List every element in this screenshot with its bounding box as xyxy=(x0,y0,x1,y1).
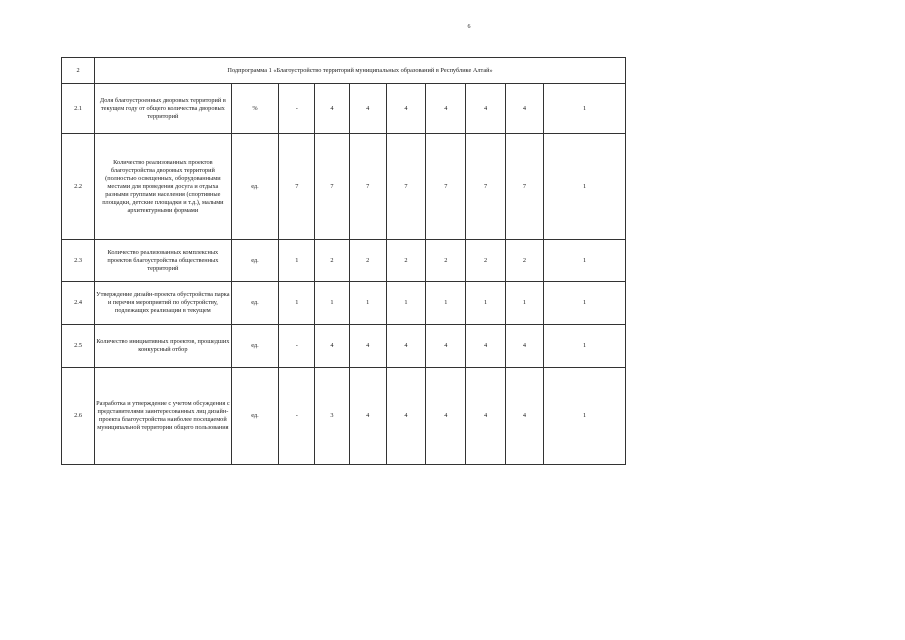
unit-cell: ед. xyxy=(231,240,279,282)
page-number: 6 xyxy=(467,24,471,30)
value-cell: 4 xyxy=(386,84,425,134)
value-cell: 4 xyxy=(505,368,543,465)
value-cell: 4 xyxy=(426,325,466,368)
row-number: 2.6 xyxy=(62,368,95,465)
last-value-cell: 1 xyxy=(544,240,626,282)
value-cell: 1 xyxy=(505,282,543,325)
table-row xyxy=(62,240,626,282)
indicator-name-text: Количество реализованных комплексных проектов благоустройства общественных территорий xyxy=(107,248,219,272)
value-cell: 2 xyxy=(505,240,543,282)
value-cell: 4 xyxy=(426,368,466,465)
last-value-cell: 1 xyxy=(544,325,626,368)
unit-cell: ед. xyxy=(231,368,279,465)
value-cell: 4 xyxy=(386,325,425,368)
value-cell: 7 xyxy=(466,134,505,240)
value-cell: 4 xyxy=(505,84,543,134)
value-cell: 1 xyxy=(466,282,505,325)
value-cell: 4 xyxy=(315,325,349,368)
value-cell: 7 xyxy=(386,134,425,240)
indicator-name: Количество реализованных проектов благоустройства дворовых территорий (полностью освещенных, оборудованными местами для проведения досуга и отдыха разными группами населения (спортивные площадки, детские площадки и т.д.), малыми архитектурными формами xyxy=(95,134,232,240)
unit-cell: ед. xyxy=(231,325,279,368)
value-cell: 4 xyxy=(505,325,543,368)
indicators-table xyxy=(61,57,626,465)
value-cell: 4 xyxy=(349,84,386,134)
value-cell: 1 xyxy=(349,282,386,325)
table-row xyxy=(62,368,626,465)
section-header-row xyxy=(62,58,626,84)
value-cell: 1 xyxy=(426,282,466,325)
unit-cell: % xyxy=(231,84,279,134)
value-cell: 4 xyxy=(466,84,505,134)
unit-cell: ед. xyxy=(231,134,279,240)
value-cell: 7 xyxy=(505,134,543,240)
value-cell: 2 xyxy=(426,240,466,282)
value-cell: 4 xyxy=(466,368,505,465)
last-value-cell: 1 xyxy=(544,282,626,325)
value-cell: 2 xyxy=(386,240,425,282)
value-cell: - xyxy=(279,84,315,134)
indicator-name: Количество инициативных проектов, прошедших конкурсный отбор xyxy=(95,325,232,368)
unit-cell: ед. xyxy=(231,282,279,325)
row-number: 2.4 xyxy=(62,282,95,325)
value-cell: 1 xyxy=(279,282,315,325)
value-cell: 1 xyxy=(279,240,315,282)
value-cell: - xyxy=(279,368,315,465)
table-row xyxy=(62,84,626,134)
value-cell: 2 xyxy=(466,240,505,282)
indicator-name xyxy=(95,282,232,325)
section-title: Подпрограмма 1 «Благоустройство территорий муниципальных образований в Республике Алтай» xyxy=(95,58,626,84)
value-cell: 7 xyxy=(279,134,315,240)
value-cell: 7 xyxy=(349,134,386,240)
value-cell: 1 xyxy=(315,282,349,325)
value-cell: 2 xyxy=(315,240,349,282)
value-cell: 4 xyxy=(349,325,386,368)
section-number: 2 xyxy=(62,58,95,84)
table-row xyxy=(62,282,626,325)
table-row xyxy=(62,325,626,368)
value-cell: - xyxy=(279,325,315,368)
indicator-name: Разработка и утверждение с учетом обсуждения с представителями заинтересованных лиц дизайн-проекта благоустройства наиболее посещаемой муниципальной территории общего пользования xyxy=(95,368,232,465)
row-number: 2.5 xyxy=(62,325,95,368)
indicator-name-text: Утверждение дизайн-проекта обустройства парка и перечня мероприятий по обустройству, подлежащих реализации в текущем xyxy=(96,291,230,314)
last-value-cell: 1 xyxy=(544,84,626,134)
value-cell: 4 xyxy=(426,84,466,134)
row-number: 2.3 xyxy=(62,240,95,282)
value-cell: 1 xyxy=(386,282,425,325)
value-cell: 7 xyxy=(426,134,466,240)
value-cell: 4 xyxy=(349,368,386,465)
last-value-cell: 1 xyxy=(544,368,626,465)
indicator-name: Доля благоустроенных дворовых территорий в текущем году от общего количества дворовых территорий xyxy=(95,84,232,134)
value-cell: 4 xyxy=(386,368,425,465)
value-cell: 3 xyxy=(315,368,349,465)
value-cell: 4 xyxy=(466,325,505,368)
value-cell: 4 xyxy=(315,84,349,134)
row-number: 2.1 xyxy=(62,84,95,134)
row-number: 2.2 xyxy=(62,134,95,240)
value-cell: 7 xyxy=(315,134,349,240)
indicator-name xyxy=(95,240,232,282)
last-value-cell: 1 xyxy=(544,134,626,240)
table-row xyxy=(62,134,626,240)
value-cell: 2 xyxy=(349,240,386,282)
